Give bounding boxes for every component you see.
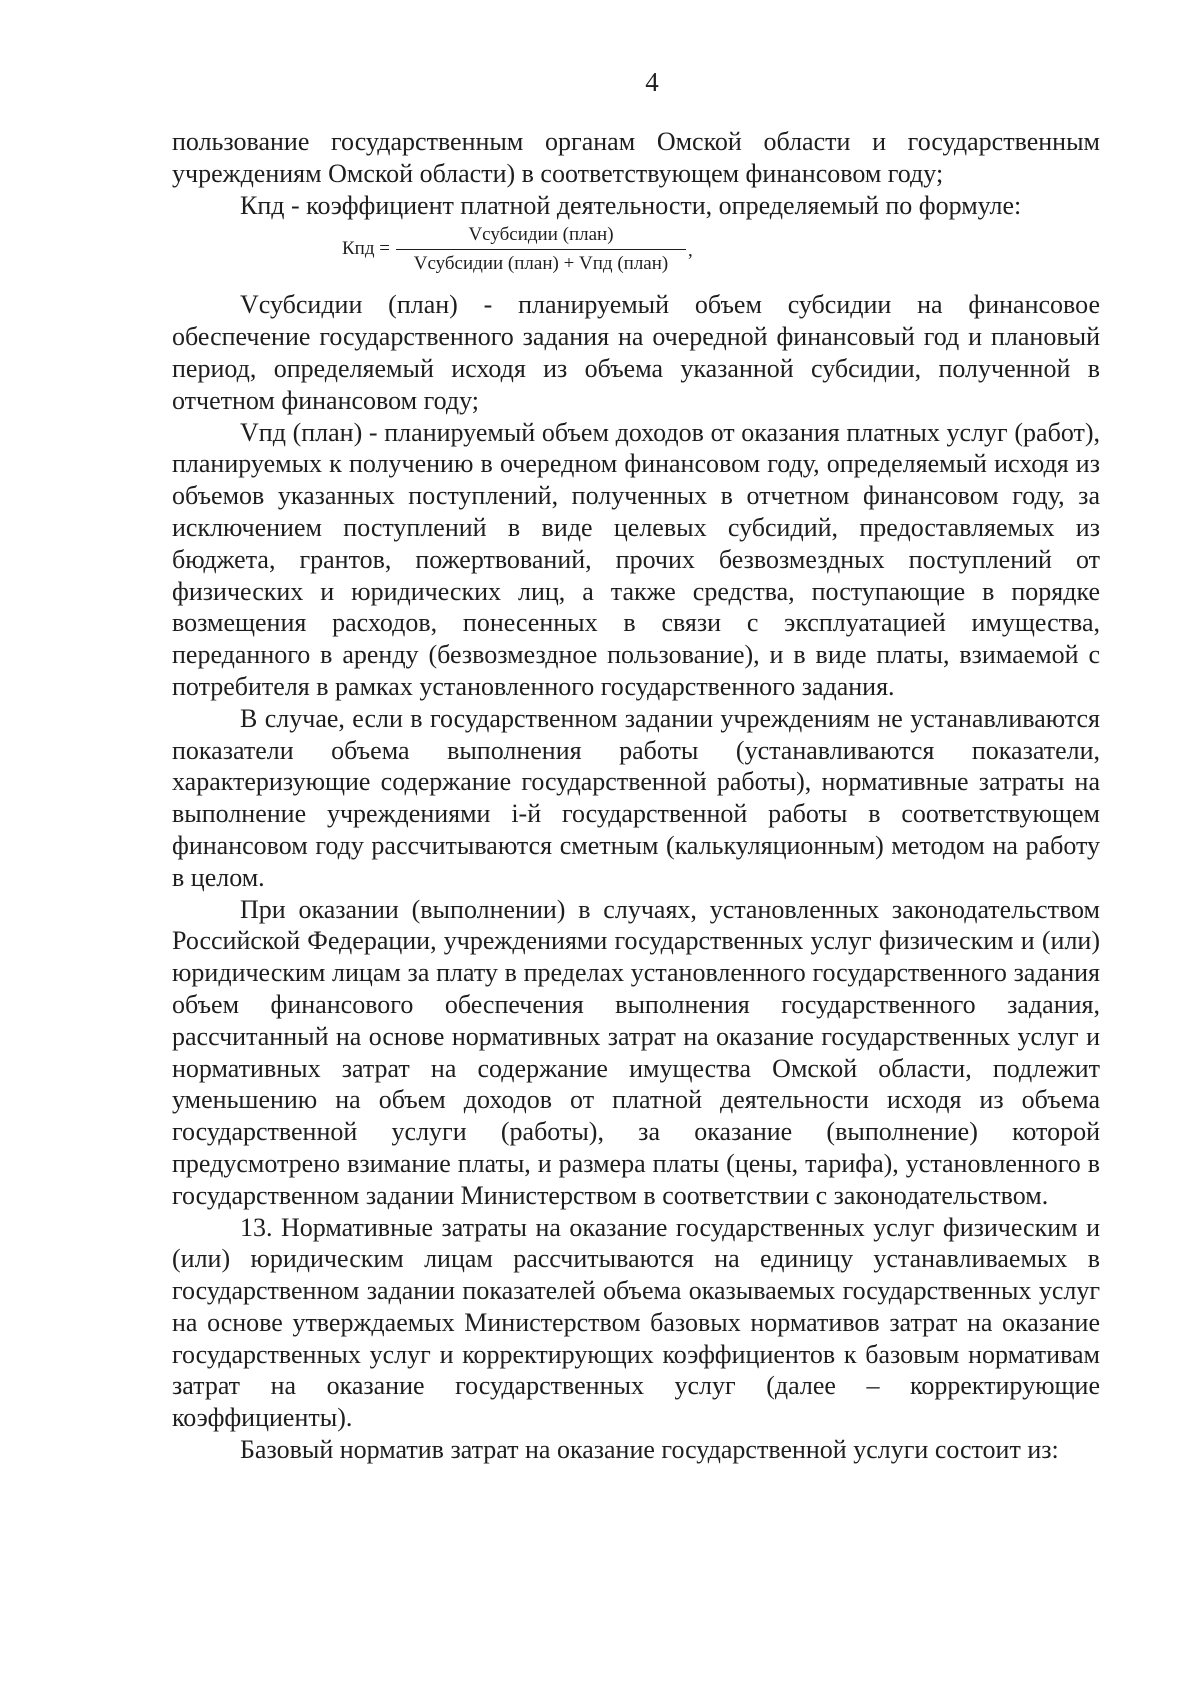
formula-numerator: Vсубсидии (план) xyxy=(396,223,686,250)
formula-lhs: Кпд = xyxy=(342,238,390,260)
formula-trailing-comma: , xyxy=(688,240,693,262)
paragraph-continuation: пользование государственным органам Омской области и государственным учреждениям Омской области) в соответствующем финансовом году; xyxy=(172,127,1100,188)
page-number: 4 xyxy=(645,67,659,97)
paragraph-work-estimation: В случае, если в государственном задании учреждениям не устанавливаются показатели объема выполнения работы (устанавливаются показатели, характеризующие содержание государственной работы), нормативные затраты на выполнение учреждениями i-й государственной работы в соответствующем финансовом году рассчитываются сметным (калькуляционным) методом на работу в целом. xyxy=(172,703,1100,892)
paragraph-base-norm: Базовый норматив затрат на оказание государственной услуги состоит из: xyxy=(240,1435,1059,1465)
paragraph-kpd-definition: Кпд - коэффициент платной деятельности, определяемый по формуле: xyxy=(240,190,1022,220)
paragraph-paid-services: При оказании (выполнении) в случаях, установленных законодательством Российской Федерации, учреждениями государственных услуг физическим и (или) юридическим лицам за плату в пределах установленного государственного задания объем финансового обеспечения выполнения государственного задания, рассчитанный на основе нормативных затрат на оказание государственных услуг и нормативных затрат на содержание имущества Омской области, подлежит уменьшению на объем доходов от платной деятельности исходя из объема государственной услуги (работы), за оказание (выполнение) которой предусмотрено взимание платы, и размера платы (цены, тарифа), установленного в государственном задании Министерством в соответствии с законодательством. xyxy=(172,894,1100,1210)
paragraph-v-paid-income: Vпд (план) - планируемый объем доходов от оказания платных услуг (работ), планируемых к получению в очередном финансовом году, определяемый исходя из объемов указанных поступлений, полученных в отчетном финансовом году, за исключением поступлений в виде целевых субсидий, предоставляемых из бюджета, грантов, пожертвований, прочих безвозмездных поступлений от физических и юридических лиц, а также средства, поступающие в порядке возмещения расходов, понесенных в связи с эксплуатацией имущества, переданного в аренду (безвозмездное пользование), и в виде платы, взимаемой с потребителя в рамках установленного государственного задания. xyxy=(172,417,1100,701)
formula-denominator: Vсубсидии (план) + Vпд (план) xyxy=(413,253,669,275)
document-body xyxy=(172,126,1100,1466)
formula-fraction xyxy=(396,223,686,276)
paragraph-section-13: 13. Нормативные затраты на оказание государственных услуг физическим и (или) юридическим лицам рассчитываются на единицу устанавливаемых в государственном задании показателей объема оказываемых государственных услуг на основе утверждаемых Министерством базовых нормативов затрат на оказание государственных услуг и корректирующих коэффициентов к базовым нормативам затрат на оказание государственных услуг (далее – корректирующие коэффициенты). xyxy=(172,1212,1100,1433)
formula-kpd xyxy=(172,223,1100,281)
paragraph-v-subsidy: Vсубсидии (план) - планируемый объем субсидии на финансовое обеспечение государственного задания на очередной финансовый год и плановый период, определяемый исходя из объема указанной субсидии, полученной в отчетном финансовом году; xyxy=(172,290,1100,415)
